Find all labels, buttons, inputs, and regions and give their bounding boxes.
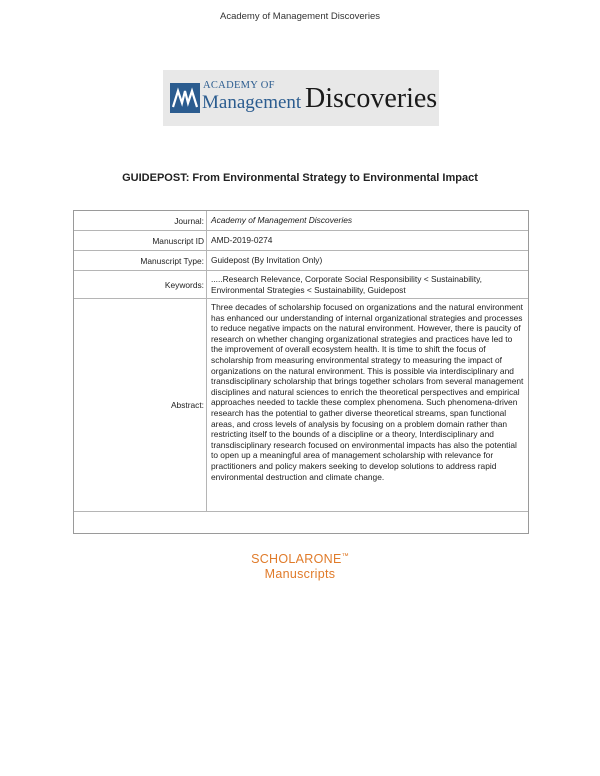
- manuscripts-wordmark: Manuscripts: [264, 567, 336, 582]
- abstract-value: Three decades of scholarship focused on organizations and the natural environment has enhanced our understanding of internal organizational strategies and processes to reduce negative impacts on the natural environment. However, there is paucity of research on whether changing organizational strategies and practices have led to the improvement of overall ecosystem health. It is time to shift the focus of scholarship from measuring environmental strategy to measuring the impact of organizations on the natural environment. This is possible via interdisciplinary and transdisciplinary scholarship that brings together scholars from several management disciplines and natural sciences to enrich the theoretical perspectives and empirical approaches needed to tackle these complex phenomena. Such phenomena-driven research has the potential to gather diverse theoretical streams, span functional areas, and cross levels of analysis by focusing on a problem domain rather than restricting itself to the bounds of a discipline or a theory, Interdisciplinary and transdisciplinary research focused on environmental impacts has also the potential to open up a meaningful area of management scholarship with relevance for practitioners and policy makers seeking to develop solutions to address rapid environmental destruction and climate change.: [211, 302, 524, 482]
- manuscript-type-label: Manuscript Type:: [74, 251, 207, 270]
- abstract-label: Abstract:: [74, 299, 207, 511]
- abstract-row: [74, 299, 528, 512]
- keywords-row: [74, 271, 528, 299]
- logo-discoveries: Discoveries: [305, 83, 438, 114]
- logo-management: Management: [202, 92, 302, 113]
- keywords-value: .....Research Relevance, Corporate Social Responsibility < Sustainability, Environmental Strategies < Sustainability, Guidepost: [211, 274, 483, 295]
- manuscript-type-row: [74, 251, 528, 271]
- empty-row: [74, 512, 528, 533]
- keywords-label: Keywords:: [74, 271, 207, 298]
- scholarone-wordmark: SCHOLARONE: [251, 552, 342, 567]
- academy-logo-mark-icon: [170, 83, 200, 113]
- journal-row: [74, 211, 528, 231]
- logo-academy-of: ACADEMY OF: [203, 80, 275, 91]
- manuscript-id-value: AMD-2019-0274: [211, 235, 273, 246]
- manuscript-type-value: Guidepost (By Invitation Only): [211, 255, 323, 266]
- scholarone-logo: [0, 549, 600, 582]
- running-head: Academy of Management Discoveries: [220, 11, 380, 22]
- journal-logo: [163, 70, 439, 126]
- journal-label: Journal:: [74, 211, 207, 230]
- trademark-symbol: ™: [341, 553, 349, 560]
- manuscript-id-row: [74, 231, 528, 251]
- manuscript-id-label: Manuscript ID: [74, 231, 207, 250]
- manuscript-info-table: [73, 210, 529, 534]
- paper-title: GUIDEPOST: From Environmental Strategy to Environmental Impact: [122, 172, 478, 184]
- journal-value: Academy of Management Discoveries: [211, 215, 353, 226]
